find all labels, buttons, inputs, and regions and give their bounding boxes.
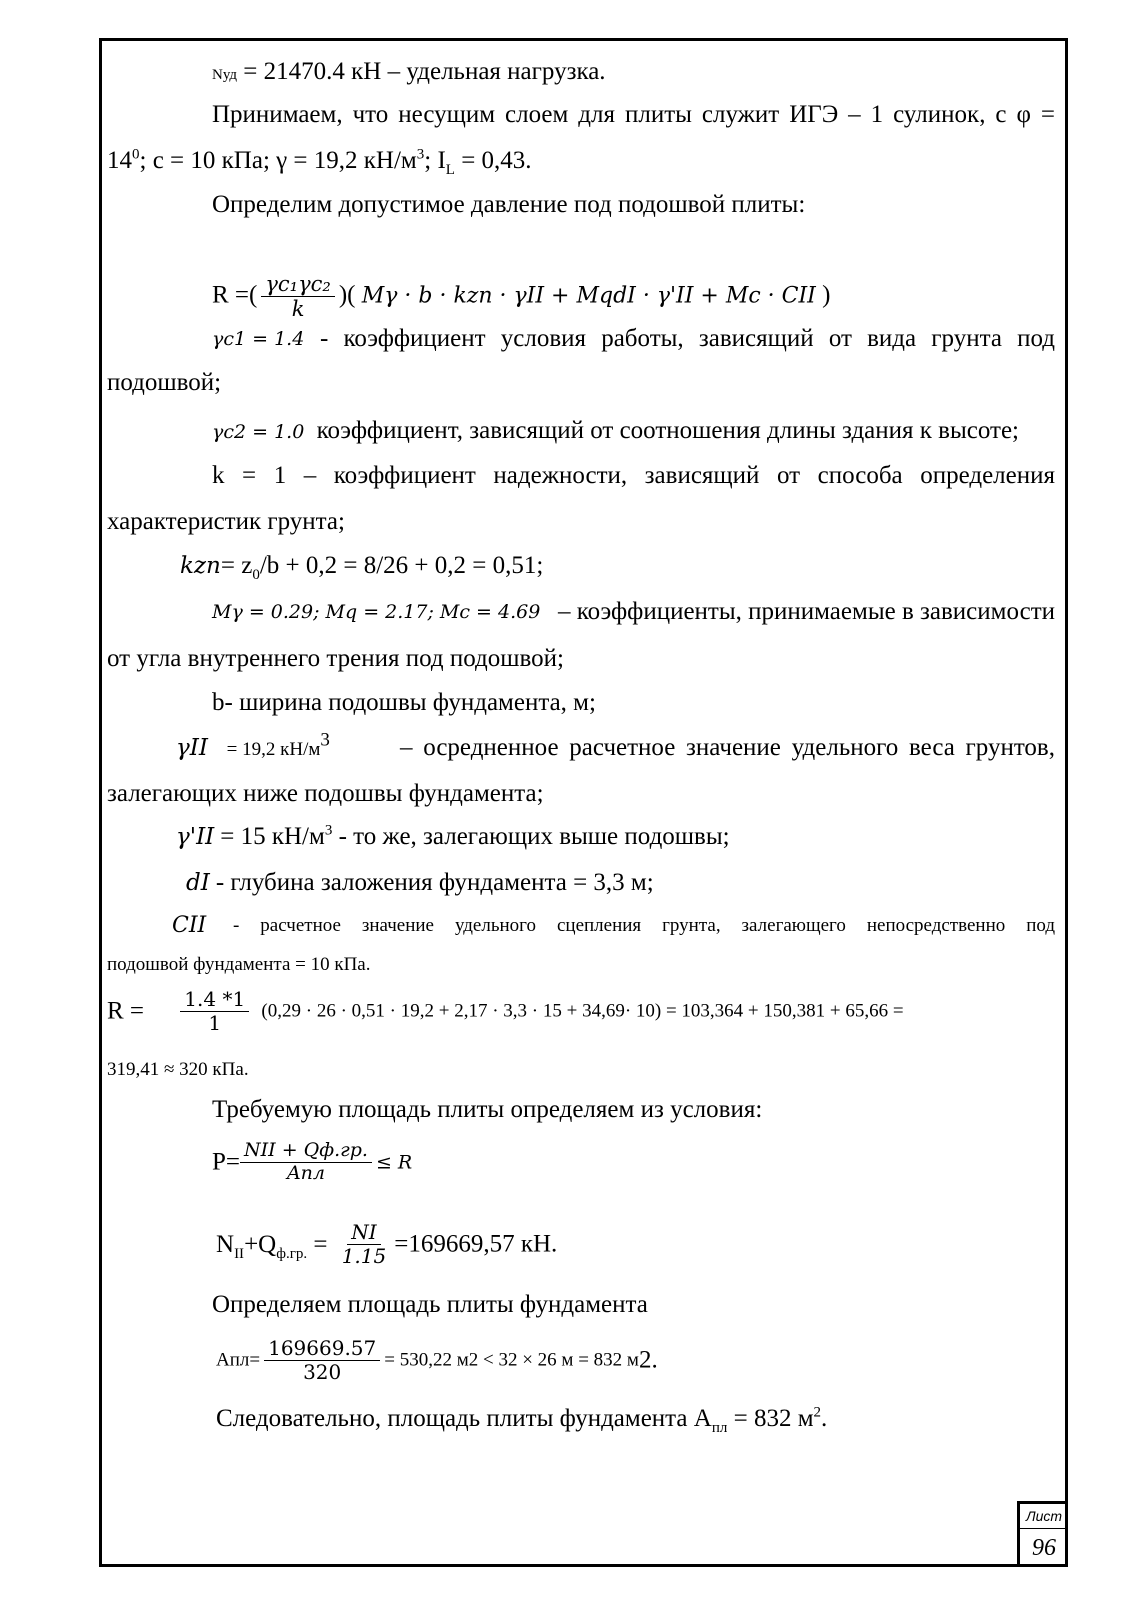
nq-line: $N_{II}+Q_{ф.гр.}$ = $\frac{NI}{1.15}$ =169669,57 кН. — [216, 1220, 558, 1268]
fraction-gamma-k: $\frac{\text{γc₁γc₂}}{k}$ — [261, 272, 334, 321]
soil-params-line: $14^0$; с = 10 кПа; γ = 19,2 $кН/м^3$; $I_L = 0,43$. — [107, 146, 532, 178]
b-line: b- ширина подошвы фундамента, м; — [212, 689, 596, 716]
gamma-ii-prime-symbol: γ'II — [176, 824, 215, 850]
conclusion-line: Следовательно, площадь плиты фундамента $А_{пл} = 832$ $м^2$. — [216, 1404, 828, 1436]
determine-area-heading: Определяем площадь плиты фундамента — [212, 1291, 648, 1318]
gamma-c1-line: γc1 = 1.4 - коэффициент условия работы, зависящий от вида грунта под — [212, 325, 1055, 352]
page-number: 96 — [1032, 1535, 1056, 1561]
m-coefficients-line: Mγ = 0.29; Mq = 2.17; Mc = 4.69 – коэффициенты, принимаемые в зависимости — [212, 598, 1055, 625]
gamma-ii-prime-line: γ'II = 15 $кН/м^3$ - то же, залегающих выше подошвы; — [176, 822, 730, 850]
gamma-c1-symbol: γc1 = 1.4 — [212, 328, 305, 350]
formula-p: P= $\frac{\text{NII + Qф.гр.}}{\text{Aпл}}$ ≤ R — [212, 1139, 413, 1184]
allowable-pressure-heading: Определим допустимое давление под подошвой плиты: — [212, 191, 806, 218]
n-ud-symbol: Nуд — [212, 67, 238, 83]
fraction-r: $\frac{1.4 *1}{1}$ — [180, 988, 249, 1035]
specific-load-text: = 21470.4 кН – удельная нагрузка. — [237, 58, 606, 85]
d-i-line: dI - глубина заложения фундамента = 3,3 м; — [186, 869, 654, 896]
fraction-nq: $\frac{NI}{1.15}$ — [341, 1220, 387, 1268]
specific-load-line — [212, 57, 606, 90]
kzn-symbol: kzn — [180, 553, 221, 579]
gamma-ii-symbol: γII — [176, 735, 208, 761]
bearing-layer-text: Принимаем, что несущим слоем для плиты служит ИГЭ – 1 сулинок, с φ = — [212, 101, 1055, 128]
a-pl-line: Aпл= $\frac{169669.57}{320}$ = 530,22 м2 < 32 × 26 м = 832 м2. — [216, 1336, 658, 1384]
gamma-c2-symbol: γc2 = 1.0 — [212, 421, 305, 443]
sheet-label: Лист — [1020, 1504, 1068, 1529]
m-coefficients-symbol: Mγ = 0.29; Mq = 2.17; Mc = 4.69 — [212, 601, 541, 623]
required-area-heading: Требуемую площадь плиты определяем из условия: — [212, 1096, 763, 1123]
fraction-a-pl: $\frac{169669.57}{320}$ — [264, 1337, 380, 1384]
bearing-layer-line — [212, 100, 1055, 130]
formula-r: R =( $\frac{\text{γc₁γc₂}}{k}$ )( Mγ · b · kzn · γII + MqdI · γ'II + Mc · CII ) — [212, 272, 831, 322]
d-i-symbol: dI — [186, 870, 210, 896]
k-line: k = 1 – коэффициент надежности, зависящий от способа определения — [212, 462, 1055, 489]
c-ii-line: CII - расчетное значение удельного сцепления грунта, залегающего непосредственно под — [172, 911, 1055, 941]
gamma-ii-line: γII = 19,2 $кН/м^3$ – осредненное расчетное значение удельного веса грунтов, — [176, 729, 1055, 761]
r-calculation-line: R = $\frac{1.4 *1}{1}$ (0,29 · 26 · 0,51 · 19,2 + 2,17 · 3,3 · 15 + 34,69· 10) = 103,364 + 150,381 + 65,66 = — [107, 987, 904, 1035]
formula-r-body: Mγ · b · kzn · γII + MqdI · γ'II + Mc · CII — [361, 283, 816, 309]
c-ii-symbol: CII — [172, 913, 207, 938]
gamma-c2-line: γc2 = 1.0 коэффициент, зависящий от соотношения длины здания к высоте; — [212, 417, 1019, 444]
fraction-p: $\frac{\text{NII + Qф.гр.}}{\text{Aпл}}$ — [240, 1140, 372, 1185]
kzn-line: $kzn= z_0/b + 0,2 = 8/26 + 0,2 = 0,51$; — [180, 552, 544, 583]
sheet-stamp — [1017, 1501, 1068, 1567]
